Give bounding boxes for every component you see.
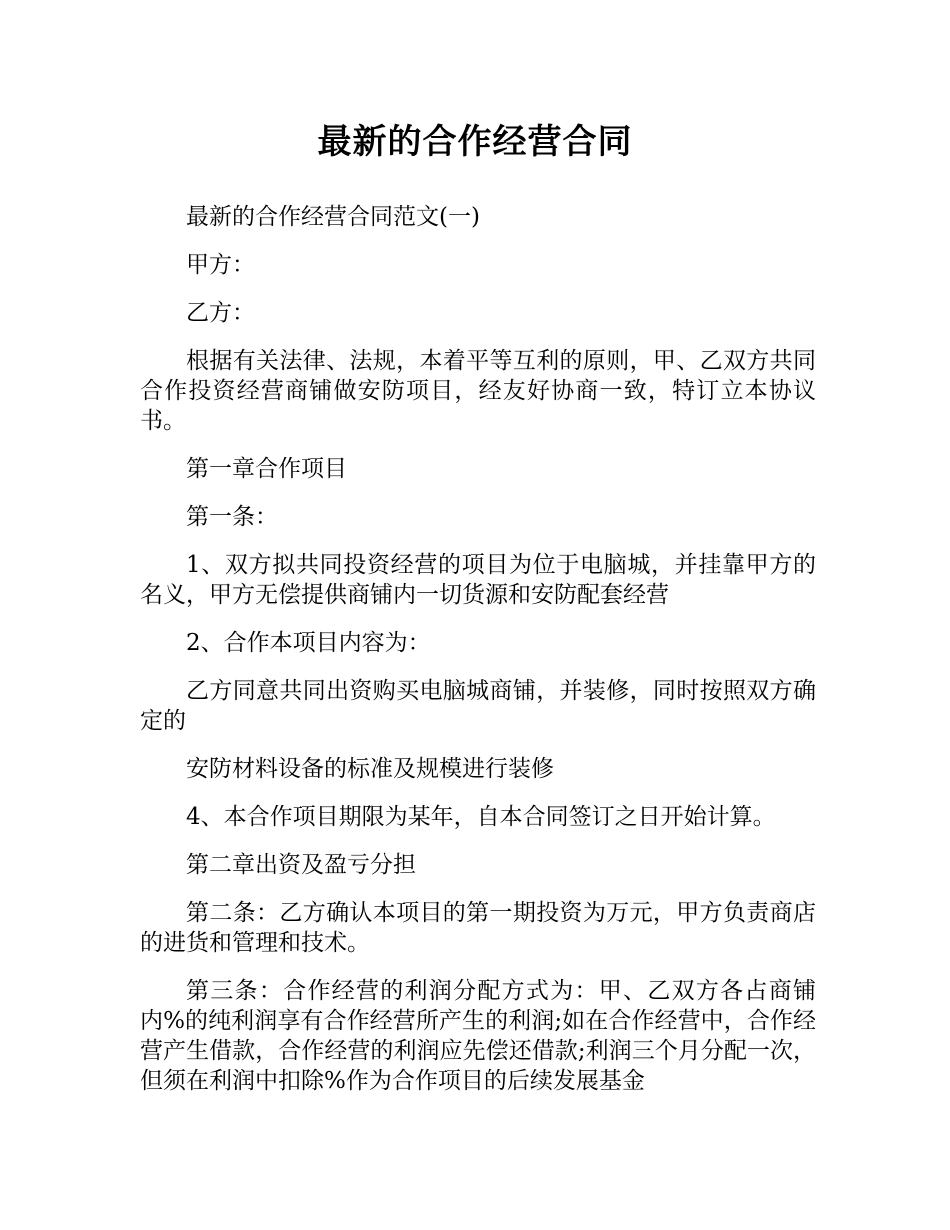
article-1-item-2-detail: 乙方同意共同出资购买电脑城商铺，并装修，同时按照双方确定的 [140,678,816,734]
article-1-item-1: 1、双方拟共同投资经营的项目为位于电脑城，并挂靠甲方的名义，甲方无偿提供商铺内一切货源和安防配套经营 [140,552,816,608]
article-1-item-2-detail-cont: 安防材料设备的标准及规模进行装修 [186,756,554,782]
chapter-2-heading: 第二章出资及盈亏分担 [186,852,416,878]
paragraph-preamble: 根据有关法律、法规，本着平等互利的原则，甲、乙双方共同合作投资经营商铺做安防项目，经友好协商一致，特订立本协议书。 [140,348,816,434]
article-1-heading: 第一条： [186,504,278,530]
document-title: 最新的合作经营合同 [317,122,633,162]
chapter-1-heading: 第一章合作项目 [186,456,347,482]
paragraph-party-b: 乙方： [186,300,255,326]
article-3: 第三条：合作经营的利润分配方式为：甲、乙双方各占商铺内%的纯利润享有合作经营所产生的利润;如在合作经营中，合作经营产生借款，合作经营的利润应先偿还借款;利润三个月分配一次，但须在利润中扣除%作为合作项目的后续发展基金 [140,978,816,1094]
document-body [140,202,816,1114]
article-1-item-2: 2、合作本项目内容为： [186,630,431,656]
paragraph-subtitle: 最新的合作经营合同范文(一) [186,204,480,230]
article-1-item-4: 4、本合作项目期限为某年，自本合同签订之日开始计算。 [186,804,776,830]
article-2: 第二条：乙方确认本项目的第一期投资为万元，甲方负责商店的进货和管理和技术。 [140,900,816,956]
paragraph-party-a: 甲方： [186,252,255,278]
